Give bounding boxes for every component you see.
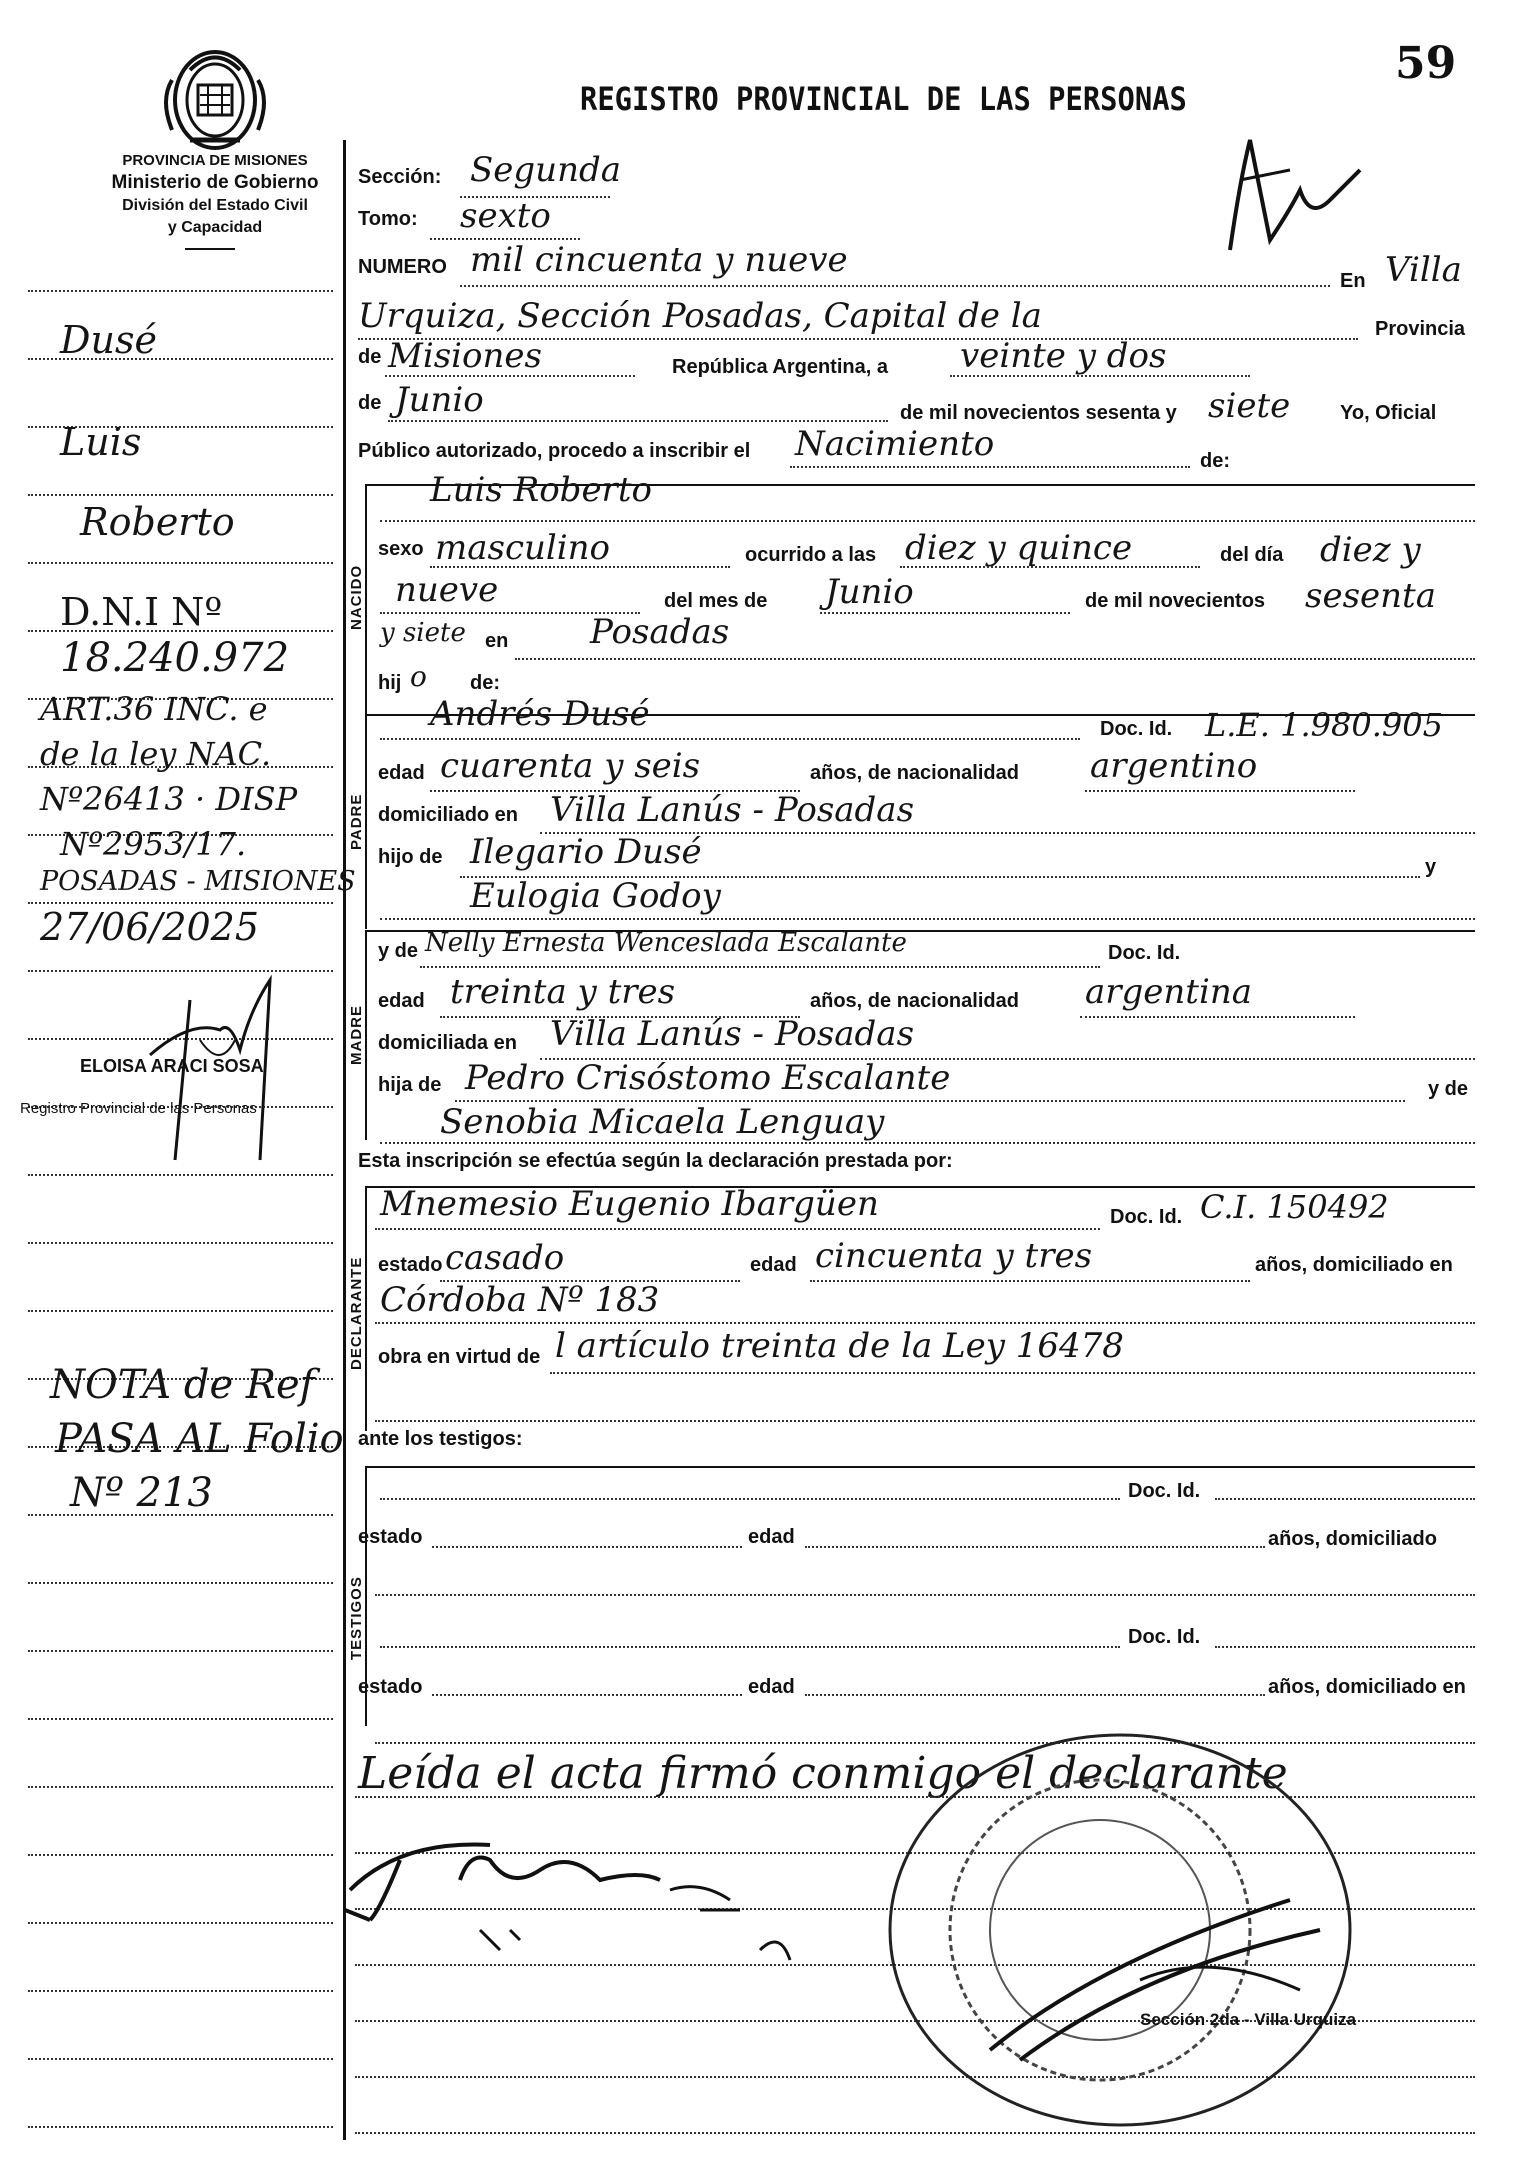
declarante-obra-label: obra en virtud de bbox=[378, 1346, 541, 1368]
mes-label: del mes de bbox=[664, 590, 768, 612]
padre-hijo-label: hijo de bbox=[378, 846, 443, 868]
mes-value: Junio bbox=[825, 572, 914, 612]
declarante-doc-label: Doc. Id. bbox=[1110, 1206, 1183, 1228]
sexo-value: masculino bbox=[435, 528, 611, 568]
testigos-intro: ante los testigos: bbox=[358, 1428, 523, 1450]
lugar-value: Posadas bbox=[590, 612, 730, 652]
declarant-signature bbox=[340, 1820, 860, 2020]
page-title: REGISTRO PROVINCIAL DE LAS PERSONAS bbox=[580, 80, 1187, 118]
padre-doc-value: L.E. 1.980.905 bbox=[1205, 706, 1443, 744]
coat-of-arms-emblem bbox=[150, 40, 280, 155]
margin-stamp-role: Registro Provincial de las Personas bbox=[20, 1100, 257, 1117]
padre-dom-label: domiciliado en bbox=[378, 804, 519, 826]
madre-yde2-label: y de bbox=[1428, 1078, 1469, 1100]
official-seal bbox=[880, 1730, 1400, 2150]
declarante-edad-label: edad bbox=[750, 1254, 797, 1276]
testigo2-estado-label: estado bbox=[358, 1676, 423, 1698]
seccion-value: Segunda bbox=[470, 150, 622, 190]
madre-nac-label: años, de nacionalidad bbox=[810, 990, 1019, 1012]
margin-date: 27/06/2025 bbox=[40, 905, 260, 949]
margin-dni-label: D.N.I Nº bbox=[60, 590, 223, 634]
padre-padres-value1: Ilegario Dusé bbox=[470, 832, 702, 872]
registrar-signature bbox=[1210, 120, 1370, 260]
seccion-label: Sección: bbox=[358, 166, 442, 188]
padre-side-rule bbox=[365, 714, 367, 929]
declarante-side-rule bbox=[365, 1186, 367, 1431]
padre-name: Andrés Dusé bbox=[430, 694, 650, 734]
year-value: siete bbox=[1208, 386, 1291, 426]
padre-edad-value: cuarenta y seis bbox=[440, 746, 701, 786]
madre-edad-value: treinta y tres bbox=[450, 972, 676, 1012]
tomo-value: sexto bbox=[460, 196, 551, 236]
dia-label: del día bbox=[1220, 544, 1284, 566]
margin-first-name: Luis bbox=[60, 420, 142, 464]
margin-art-line1: ART.36 INC. e bbox=[40, 690, 268, 728]
margin-note-line3: Nº 213 bbox=[70, 1470, 213, 1516]
padre-nac-value: argentino bbox=[1090, 746, 1258, 786]
declarante-dom-label: años, domiciliado en bbox=[1255, 1254, 1453, 1276]
republica-label: República Argentina, a bbox=[672, 356, 888, 378]
nacido-section-label: NACIDO bbox=[348, 564, 365, 630]
hijo-value: o bbox=[410, 660, 427, 693]
madre-dom-value: Villa Lanús - Posadas bbox=[550, 1014, 915, 1054]
testigo2-anios-label: años, domiciliado en bbox=[1268, 1676, 1466, 1698]
declarante-section-label: DECLARANTE bbox=[348, 1256, 365, 1370]
month-value: Junio bbox=[395, 380, 484, 420]
padre-nac-label: años, de nacionalidad bbox=[810, 762, 1019, 784]
padre-section-label: PADRE bbox=[348, 793, 365, 850]
margin-second-name: Roberto bbox=[80, 500, 235, 544]
hora-value: diez y quince bbox=[905, 528, 1133, 568]
madre-section-label: MADRE bbox=[348, 1005, 365, 1065]
margin-place: POSADAS - MISIONES bbox=[40, 866, 356, 897]
nacido-en-label: en bbox=[485, 630, 509, 652]
dia-value-cont: nueve bbox=[395, 570, 499, 610]
de2-label: de: bbox=[1200, 450, 1230, 472]
publico-label: Público autorizado, procedo a inscribir el bbox=[358, 440, 751, 462]
madre-yde-label: y de bbox=[378, 940, 419, 962]
padre-padres-value2: Eulogia Godoy bbox=[470, 876, 721, 916]
anio-label: de mil novecientos bbox=[1085, 590, 1266, 612]
division-name-line1: División del Estado Civil bbox=[122, 197, 308, 214]
dia-value: diez y bbox=[1320, 530, 1421, 570]
de-label: de bbox=[358, 346, 382, 368]
testigo1-anios-label: años, domiciliado bbox=[1268, 1528, 1437, 1550]
padre-y-label: y bbox=[1425, 856, 1437, 878]
margin-dni-number: 18.240.972 bbox=[60, 635, 290, 681]
declarante-edad-value: cincuenta y tres bbox=[815, 1236, 1093, 1276]
declarante-estado-value: casado bbox=[445, 1238, 565, 1278]
numero-label: NUMERO bbox=[358, 256, 447, 278]
en-value: Villa bbox=[1385, 250, 1462, 290]
division-name-line2: y Capacidad bbox=[167, 219, 263, 236]
tomo-label: Tomo: bbox=[358, 208, 418, 230]
testigos-top-rule bbox=[365, 1466, 1475, 1468]
padre-doc-label: Doc. Id. bbox=[1100, 718, 1173, 740]
madre-hija-label: hija de bbox=[378, 1074, 442, 1096]
declarante-name: Mnemesio Eugenio Ibargüen bbox=[380, 1184, 879, 1224]
testigos-section-label: TESTIGOS bbox=[348, 1576, 365, 1660]
day-value: veinte y dos bbox=[960, 336, 1167, 376]
testigo2-edad-label: edad bbox=[748, 1676, 795, 1698]
acto-value: Nacimiento bbox=[795, 424, 995, 464]
declarante-dom-value: Córdoba Nº 183 bbox=[380, 1280, 660, 1320]
numero-value: mil cincuenta y nueve bbox=[470, 240, 848, 280]
ocurrido-label: ocurrido a las bbox=[745, 544, 877, 566]
year-label: de mil novecientos sesenta y bbox=[900, 402, 1177, 424]
madre-edad-label: edad bbox=[378, 990, 425, 1012]
testigo1-estado-label: estado bbox=[358, 1526, 423, 1548]
madre-padres-value1: Pedro Crisóstomo Escalante bbox=[465, 1058, 951, 1098]
oficial-label: Yo, Oficial bbox=[1340, 402, 1437, 424]
hijo-de-label: de: bbox=[470, 672, 500, 694]
sexo-label: sexo bbox=[378, 538, 424, 560]
declarante-doc-value: C.I. 150492 bbox=[1200, 1188, 1389, 1226]
anio-value-cont: y siete bbox=[380, 618, 466, 648]
header-underline bbox=[185, 248, 235, 250]
testigo1-doc-label: Doc. Id. bbox=[1128, 1480, 1201, 1502]
declarante-estado-label: estado bbox=[378, 1254, 443, 1276]
location-value: Urquiza, Sección Posadas, Capital de la bbox=[358, 296, 1042, 336]
madre-nac-value: argentina bbox=[1085, 972, 1253, 1012]
madre-side-rule bbox=[365, 930, 367, 1140]
margin-note-line1: NOTA de Ref bbox=[50, 1362, 315, 1408]
madre-doc-label: Doc. Id. bbox=[1108, 942, 1181, 964]
anio-value: sesenta bbox=[1305, 576, 1436, 616]
margin-surname: Dusé bbox=[60, 318, 157, 362]
madre-dom-label: domiciliada en bbox=[378, 1032, 517, 1054]
nacido-name: Luis Roberto bbox=[430, 470, 652, 510]
month-label: de bbox=[358, 392, 382, 414]
margin-note-line2: PASA AL Folio bbox=[55, 1416, 344, 1462]
madre-padres-value2: Senobia Micaela Lenguay bbox=[440, 1102, 885, 1142]
seal-caption: Sección 2da - Villa Urquiza bbox=[1140, 2010, 1357, 2029]
declarante-intro: Esta inscripción se efectúa según la declaración prestada por: bbox=[358, 1150, 953, 1172]
margin-art-line4: Nº2953/17. bbox=[60, 825, 247, 863]
padre-dom-value: Villa Lanús - Posadas bbox=[550, 790, 915, 830]
provincia-label: Provincia bbox=[1375, 318, 1466, 340]
provincia-value: Misiones bbox=[388, 336, 542, 376]
madre-name: Nelly Ernesta Wenceslada Escalante bbox=[425, 928, 907, 958]
padre-edad-label: edad bbox=[378, 762, 425, 784]
hijo-label: hij bbox=[378, 672, 402, 694]
nacido-side-rule bbox=[365, 484, 367, 714]
closing-statement: Leída el acta firmó conmigo el declarante bbox=[358, 1748, 1288, 1799]
margin-art-line3: Nº26413 · DISP bbox=[40, 780, 298, 818]
testigo2-doc-label: Doc. Id. bbox=[1128, 1626, 1201, 1648]
ministry-name: Ministerio de Gobierno bbox=[111, 172, 319, 193]
en-label: En bbox=[1340, 270, 1366, 292]
margin-stamp-name: ELOISA ARACI SOSA bbox=[80, 1056, 264, 1076]
testigo1-edad-label: edad bbox=[748, 1526, 795, 1548]
margin-art-line2: de la ley NAC. bbox=[40, 735, 272, 773]
province-name: PROVINCIA DE MISIONES bbox=[122, 152, 308, 169]
declarante-obra-value: l artículo treinta de la Ley 16478 bbox=[555, 1326, 1124, 1366]
page-number: 59 bbox=[1395, 38, 1457, 89]
